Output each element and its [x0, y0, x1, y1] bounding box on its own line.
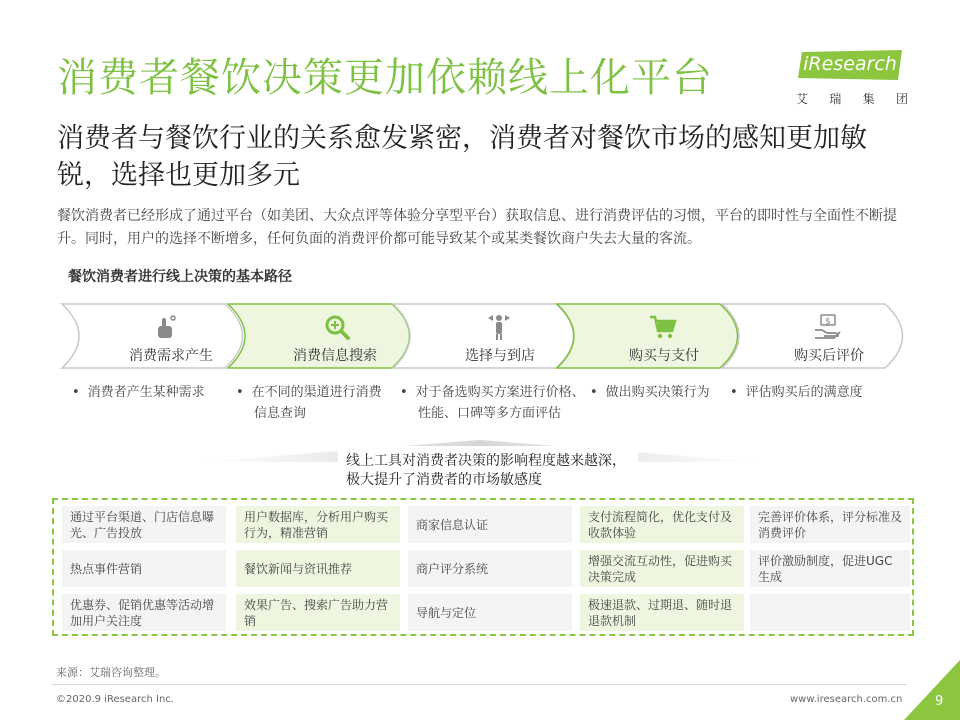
table-cell: 导航与定位 — [408, 594, 572, 631]
step-label-5: 购买后评价 — [794, 348, 864, 364]
description-line: 性能、口碑等多方面评估 — [418, 406, 562, 421]
step-label-2: 消费信息搜索 — [293, 348, 377, 364]
table-cell: 效果广告、搜索广告助力营销 — [236, 594, 400, 631]
table-cell: 评价激励制度，促进UGC生成 — [750, 550, 910, 587]
hand-pointer-icon — [152, 312, 182, 342]
iresearch-logo — [792, 50, 912, 112]
magnifier-plus-icon — [322, 312, 352, 342]
table-cell: 通过平台渠道、门店信息曝光、广告投放 — [62, 506, 226, 543]
impact-line: 线上工具对消费者决策的影响程度越来越深， — [346, 453, 626, 469]
hand-dollar-icon — [812, 312, 842, 342]
shopping-cart-icon — [648, 312, 678, 342]
step-description-2 — [236, 382, 382, 424]
table-cell: 完善评价体系，评分标准及消费评价 — [750, 506, 910, 543]
svg-text:$: $ — [825, 317, 831, 327]
step-description-5 — [730, 382, 863, 403]
step-description-4 — [590, 382, 710, 403]
tools-table — [52, 498, 914, 636]
logo-sub-char: 团 — [895, 92, 908, 106]
impact-statement — [346, 452, 636, 490]
page-corner-icon — [904, 660, 960, 720]
description-line: 评估购买后的满意度 — [745, 385, 863, 400]
table-cell: 餐饮新闻与资讯推荐 — [236, 550, 400, 587]
table-cell: 商家信息认证 — [408, 506, 572, 543]
description-line: 在不同的渠道进行消费 — [251, 385, 382, 400]
impact-line: 极大提升了消费者的市场敏感度 — [346, 472, 542, 488]
table-cell: 商户评分系统 — [408, 550, 572, 587]
section-title: 餐饮消费者进行线上决策的基本路径 — [68, 269, 292, 285]
table-cell: 用户数据库，分析用户购买行为，精准营销 — [236, 506, 400, 543]
footer-url: www.iresearch.com.cn — [790, 694, 903, 705]
person-arrows-icon — [484, 312, 514, 342]
bullet: • — [590, 385, 598, 400]
logo-subtext — [796, 90, 908, 107]
body-paragraph: 餐饮消费者已经形成了通过平台（如美团、大众点评等体验分享型平台）获取信息、进行消费评估的习惯，平台的即时性与全面性不断提升。同时，用户的选择不断增多，任何负面的消费评价都可能导致某个或某类餐饮商户失去大量的客流。 — [57, 208, 897, 247]
description-line: 对于备选购买方案进行价格、 — [415, 385, 585, 400]
source-note: 来源：艾瑞咨询整理。 — [56, 666, 166, 679]
copyright: ©2020.9 iResearch Inc. — [56, 694, 174, 705]
step-description-1 — [72, 382, 205, 403]
table-cell: 热点事件营销 — [62, 550, 226, 587]
logo-sub-char: 集 — [862, 92, 875, 106]
footer-divider — [52, 684, 907, 685]
step-label-1: 消费需求产生 — [129, 348, 213, 364]
bullet: • — [400, 385, 408, 400]
description-line: 信息查询 — [254, 406, 307, 421]
page-number: 9 — [935, 694, 944, 709]
logo-sub-char: 艾 — [796, 92, 809, 106]
bullet: • — [72, 385, 80, 400]
logo-sub-char: 瑞 — [829, 92, 842, 106]
table-cell: 极速退款、过期退、随时退退款机制 — [580, 594, 744, 631]
table-cell: 优惠券、促销优惠等活动增加用户关注度 — [62, 594, 226, 631]
step-description-3 — [400, 382, 585, 424]
step-label-3: 选择与到店 — [465, 348, 535, 364]
bullet: • — [730, 385, 738, 400]
bullet: • — [236, 385, 244, 400]
logo-wordmark: iResearch — [803, 53, 897, 75]
description-line: 做出购买决策行为 — [605, 385, 710, 400]
table-cell: 增强交流互动性，促进购买决策完成 — [580, 550, 744, 587]
page-title: 消费者餐饮决策更加依赖线上化平台 — [57, 55, 713, 101]
page-subtitle: 消费者与餐饮行业的关系愈发紧密，消费者对餐饮市场的感知更加敏锐，选择也更加多元 — [57, 123, 867, 191]
step-label-4: 购买与支付 — [629, 348, 699, 364]
description-line: 消费者产生某种需求 — [87, 385, 205, 400]
table-cell: 支付流程简化，优化支付及收款体验 — [580, 506, 744, 543]
table-cell — [750, 594, 910, 631]
